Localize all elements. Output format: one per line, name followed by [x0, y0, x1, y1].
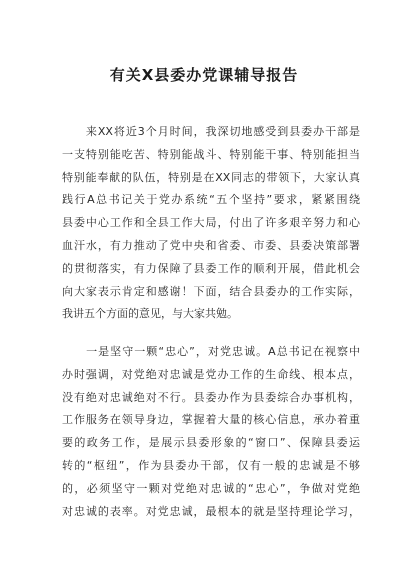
- paragraph-line: 践行A总书记关于党办系统“五个坚持”要求，紧紧围绕: [62, 193, 360, 207]
- paragraph-line: 的贯彻落实，有力保障了县委工作的顺利开展，借此机会: [62, 261, 360, 275]
- paragraph-line: 办时强调，对党绝对忠诚是党办工作的生命线、根本点，: [62, 367, 360, 381]
- paragraph-line: 一是坚守一颗“忠心”，对党忠诚。A总书记在视察中: [62, 345, 360, 358]
- paragraph-line: 县委中心工作和全县工作大局，付出了许多艰辛努力和心: [62, 216, 360, 230]
- paragraph-line: 来XX将近3个月时间，我深切地感受到县委办干部是: [62, 125, 360, 138]
- paragraph-line: 的，必须坚守一颗对党绝对忠诚的“忠心”，争做对党绝: [62, 481, 360, 495]
- paragraph-line: 我讲五个方面的意见，与大家共勉。: [62, 307, 238, 321]
- paragraph-intro: [62, 121, 360, 326]
- paragraph-line: 特别能奉献的队伍，特别是在XX同志的带领下，大家认真: [62, 170, 360, 184]
- paragraph-line: 一支特别能吃苦、特别能战斗、特别能干事、特别能担当: [62, 147, 360, 161]
- paragraph-line: 血汗水，有力推动了党中央和省委、市委、县委决策部署: [62, 238, 360, 252]
- paragraph-line: 工作服务在领导身边，掌握着大量的核心信息，承办着重: [62, 413, 360, 427]
- paragraph-line: 对忠诚的表率。对党忠诚，最根本的就是坚持理论学习，: [62, 504, 360, 518]
- paragraph-line: 没有绝对忠诚绝对不行。县委办作为县委综合办事机构，: [62, 390, 360, 404]
- paragraph-line: 要的政务工作，是展示县委形象的“窗口”、保障县委运: [62, 436, 360, 450]
- paragraph-line: 转的“枢纽”，作为县委办干部，仅有一般的忠诚是不够: [62, 458, 360, 472]
- paragraph-line: 向大家表示肯定和感谢！下面，结合县委办的工作实际，: [62, 284, 360, 298]
- document-title: 有关X县委办党课辅导报告: [109, 66, 299, 84]
- paragraph-loyalty: [62, 341, 360, 523]
